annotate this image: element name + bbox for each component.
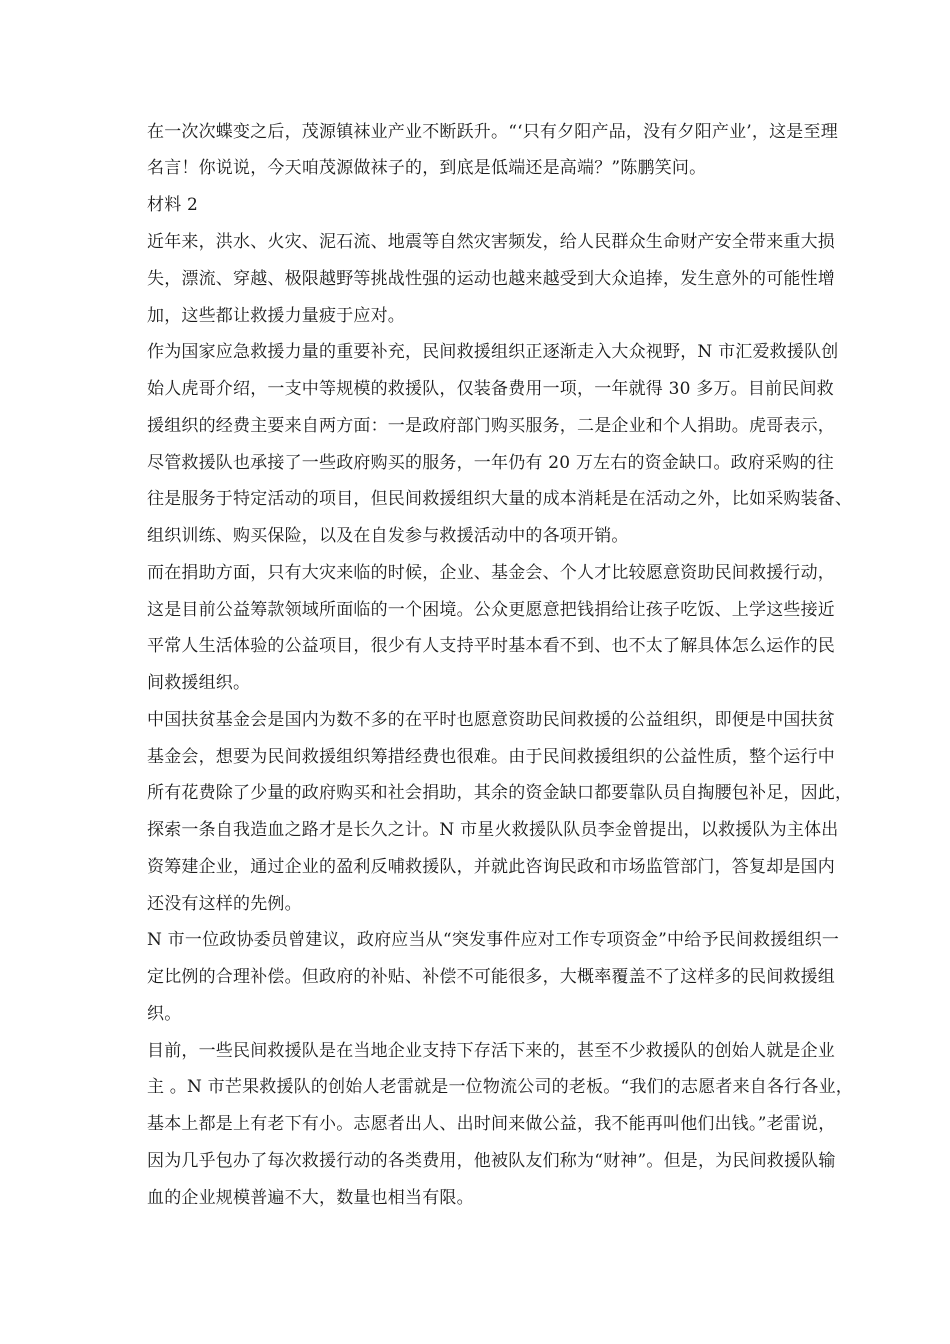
- text-line: 这是目前公益筹款领域所面临的一个困境。公众更愿意把钱捐给让孩子吃饭、上学这些接近: [147, 600, 835, 620]
- section-heading: 材料 2: [147, 195, 199, 215]
- text-line: 基本上都是上有老下有小。志愿者出人、出时间来做公益，我不能再叫他们出钱。”老雷说，: [147, 1114, 836, 1134]
- text-line: 尽管救援队也承接了一些政府购买的服务，一年仍有 20 万左右的资金缺口。政府采购的往: [147, 453, 834, 473]
- text-line: 还没有这样的先例。: [147, 894, 302, 914]
- text-line: 资筹建企业，通过企业的盈利反哺救援队，并就此咨询民政和市场监管部门，答复却是国内: [147, 857, 835, 877]
- text-line: N 市一位政协委员曾建议，政府应当从“突发事件应对工作专项资金”中给予民间救援组织一: [147, 930, 840, 950]
- text-line: 目前，一些民间救援队是在当地企业支持下存活下来的，甚至不少救援队的创始人就是企业: [147, 1041, 835, 1061]
- text-line: 主 。N 市芒果救援队的创始人老雷就是一位物流公司的老板。“我们的志愿者来自各行各业，: [147, 1077, 853, 1097]
- text-line: 定比例的合理补偿。但政府的补贴、补偿不可能很多，大概率覆盖不了这样多的民间救援组: [147, 967, 835, 987]
- text-line: 作为国家应急救援力量的重要补充，民间救援组织正逐渐走入大众视野，N 市汇爱救援队创: [147, 342, 839, 362]
- text-line: 而在捐助方面，只有大灾来临的时候，企业、基金会、个人才比较愿意资助民间救援行动，: [147, 563, 835, 583]
- text-line: 因为几乎包办了每次救援行动的各类费用，他被队友们称为“财神”。但是，为民间救援队输: [147, 1151, 836, 1171]
- text-line: 往是服务于特定活动的项目，但民间救援组织大量的成本消耗是在活动之外，比如采购装备、: [147, 489, 853, 509]
- text-line: 近年来，洪水、火灾、泥石流、地震等自然灾害频发，给人民群众生命财产安全带来重大损: [147, 232, 835, 252]
- text-line: 组织训练、购买保险，以及在自发参与救援活动中的各项开销。: [147, 526, 629, 546]
- text-line: 血的企业规模普遍不大，数量也相当有限。: [147, 1188, 474, 1208]
- text-line: 名言！你说说，今天咱茂源做袜子的，到底是低端还是高端？”陈鹏笑问。: [147, 158, 707, 178]
- text-line: 援组织的经费主要来自两方面：一是政府部门购买服务，二是企业和个人捐助。虎哥表示，: [147, 416, 835, 436]
- text-line: 织。: [147, 1004, 182, 1024]
- text-line: 间救援组织。: [147, 673, 251, 693]
- text-line: 中国扶贫基金会是国内为数不多的在平时也愿意资助民间救援的公益组织，即便是中国扶贫: [147, 710, 835, 730]
- text-line: 始人虎哥介绍，一支中等规模的救援队，仅装备费用一项，一年就得 30 多万。目前民间救: [147, 379, 834, 399]
- text-line: 所有花费除了少量的政府购买和社会捐助，其余的资金缺口都要靠队员自掏腰包补足，因此，: [147, 783, 853, 803]
- text-line: 加，这些都让救援力量疲于应对。: [147, 306, 405, 326]
- text-line: 失，漂流、穿越、极限越野等挑战性强的运动也越来越受到大众追捧，发生意外的可能性增: [147, 269, 835, 289]
- text-line: 在一次次蝶变之后，茂源镇袜业产业不断跃升。“‘只有夕阳产品，没有夕阳产业’，这是至理: [147, 122, 838, 142]
- text-line: 基金会，想要为民间救援组织筹措经费也很难。由于民间救援组织的公益性质，整个运行中: [147, 747, 835, 767]
- text-line: 平常人生活体验的公益项目，很少有人支持平时基本看不到、也不太了解具体怎么运作的民: [147, 636, 835, 656]
- text-line: 探索一条自我造血之路才是长久之计。N 市星火救援队队员李金曾提出，以救援队为主体出: [147, 820, 839, 840]
